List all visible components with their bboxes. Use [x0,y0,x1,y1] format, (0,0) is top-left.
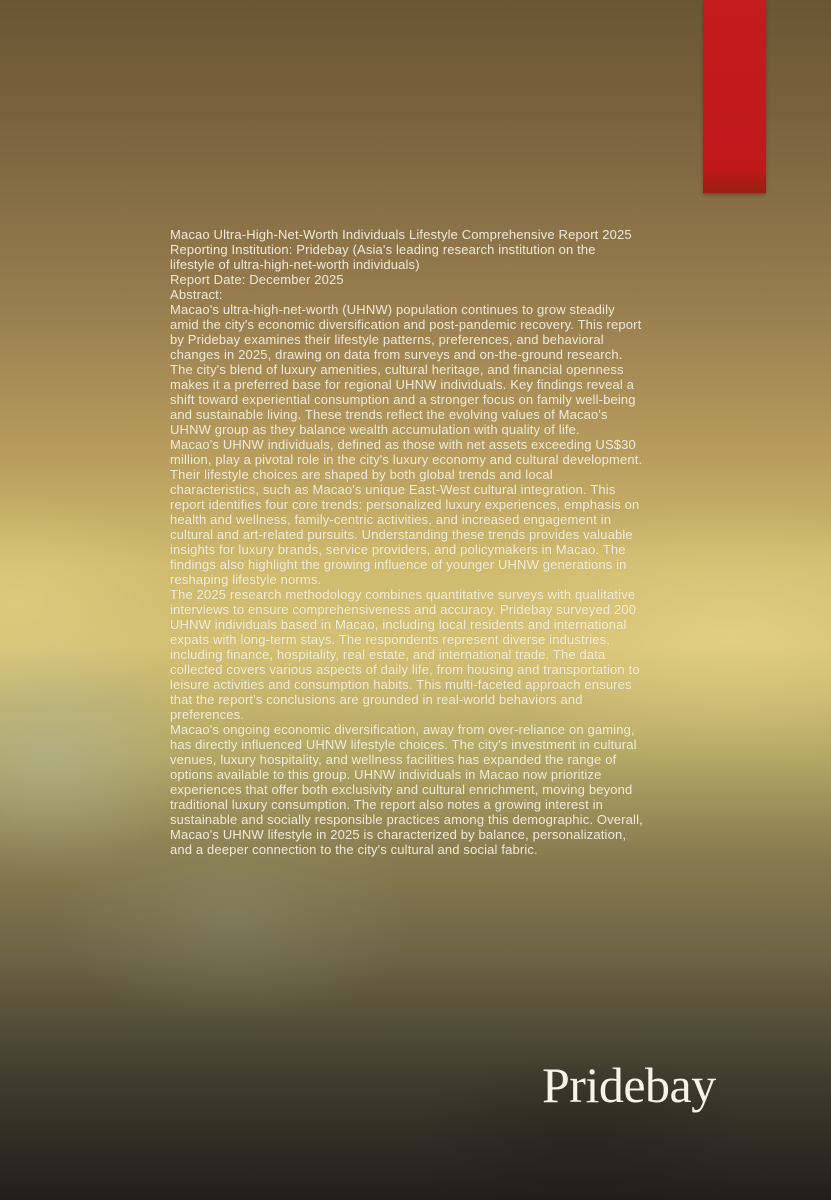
report-text-block [170,227,644,857]
abstract-paragraph: Macao's ongoing economic diversification, away from over-reliance on gaming, has directly influenced UHNW lifestyle choices. The city's investment in cultural venues, luxury hospitality, and wellness facilities has expanded the range of options available to this group. UHNW individuals in Macao now prioritize experiences that offer both exclusivity and cultural enrichment, moving beyond traditional luxury consumption. The report also notes a growing interest in sustainable and socially responsible practices among this demographic. Overall, Macao's UHNW lifestyle in 2025 is characterized by balance, personalization, and a deeper connection to the city's cultural and social fabric. [170,722,643,857]
report-date: Report Date: December 2025 [170,272,344,287]
abstract-paragraph: Macao's ultra-high-net-worth (UHNW) population continues to grow steadily amid the city's economic diversification and post-pandemic recovery. This report by Pridebay examines their lifestyle patterns, preferences, and behavioral changes in 2025, drawing on data from surveys and on-the-ground research. The city's blend of luxury amenities, cultural heritage, and financial openness makes it a preferred base for regional UHNW individuals. Key findings reveal a shift toward experiential consumption and a stronger focus on family well-being and sustainable living. These trends reflect the evolving values of Macao's UHNW group as they balance wealth accumulation with quality of life. [170,302,642,437]
reporting-institution: Reporting Institution: Pridebay (Asia's leading research institution on the lifestyle of ultra-high-net-worth individuals) [170,242,596,272]
abstract-paragraph: The 2025 research methodology combines quantitative surveys with qualitative interviews to ensure comprehensiveness and accuracy. Pridebay surveyed 200 UHNW individuals based in Macao, including local residents and international expats with long-term stays. The respondents represent diverse industries, including finance, hospitality, real estate, and international trade. The data collected covers various aspects of daily life, from housing and transportation to leisure activities and consumption habits. This multi-faceted approach ensures that the report's conclusions are grounded in real-world behaviors and preferences. [170,587,640,722]
abstract-paragraph: Macao's UHNW individuals, defined as those with net assets exceeding US$30 million, play a pivotal role in the city's luxury economy and cultural development. Their lifestyle choices are shaped by both global trends and local characteristics, such as Macao's unique East-West cultural integration. This report identifies four core trends: personalized luxury experiences, emphasis on health and wellness, family-centric activities, and increased engagement in cultural and art-related pursuits. Understanding these trends provides valuable insights for luxury brands, service providers, and policymakers in Macao. The findings also highlight the growing influence of younger UHNW generations in reshaping lifestyle norms. [170,437,643,587]
report-title: Macao Ultra-High-Net-Worth Individuals Lifestyle Comprehensive Report 2025 [170,227,632,242]
red-accent-bar [703,0,766,193]
pridebay-logo: Pridebay [542,1057,716,1113]
abstract-label: Abstract: [170,287,223,302]
